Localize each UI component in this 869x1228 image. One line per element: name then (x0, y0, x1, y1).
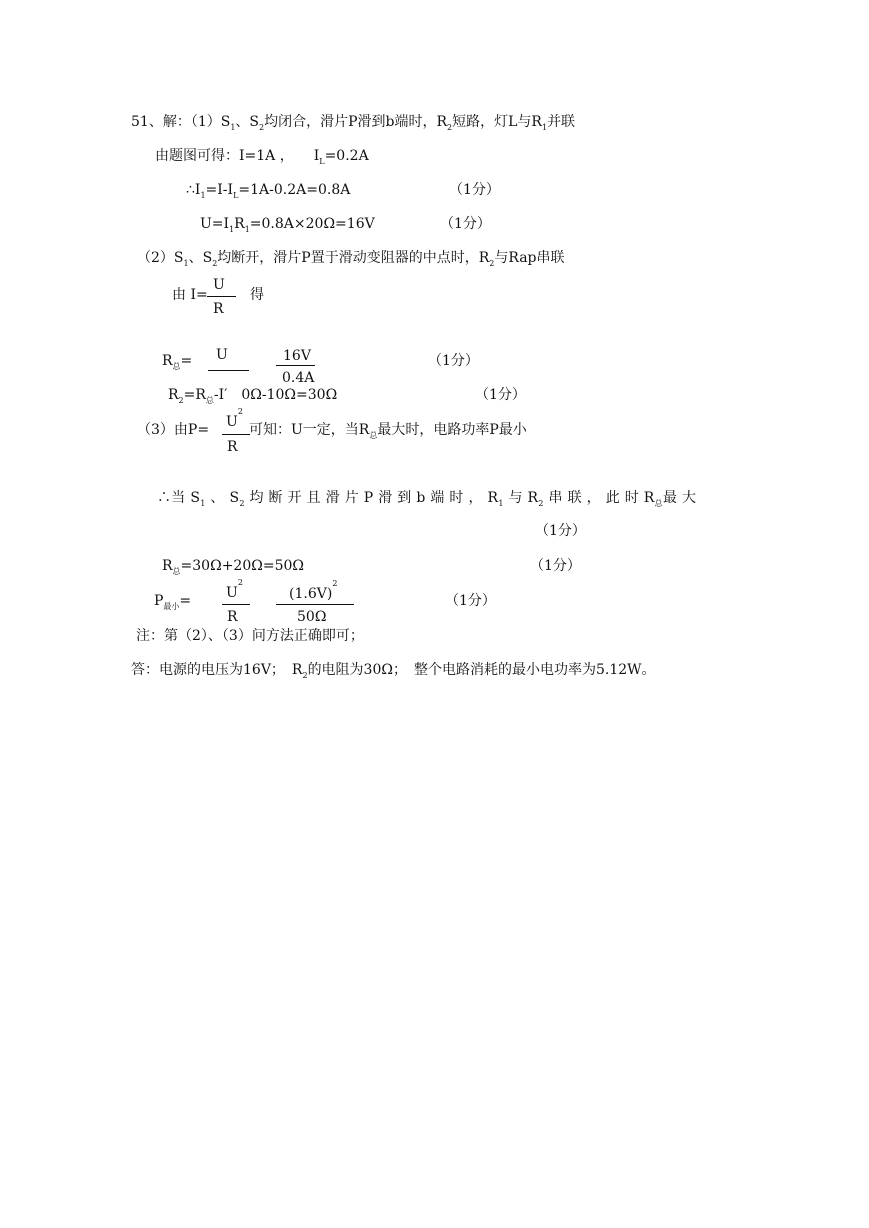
score-label: （1分） (449, 182, 500, 198)
score-label: （1分） (428, 353, 479, 369)
part3-prefix: （3）由P= (137, 422, 210, 438)
fraction-bar (222, 434, 250, 435)
score-label: （1分） (535, 523, 586, 539)
rtotal-max: $R_总=30\Omega+20\Omega=50\Omega$ (162, 558, 305, 576)
max-resistance-condition: ∴当 $S_1$ 、 $S_2$ 均 断 开 且 滑 片 P 滑 到 b 端 时 ， $R_1$ 与 $R_2$ 串 联 ， 此 时 $R_总$最 大 (157, 490, 697, 508)
ohm-law-suffix: 得 (250, 287, 264, 303)
ohm-law-numerator: U (213, 277, 225, 293)
pmin-label: $P_{最小}=$ (154, 593, 192, 611)
pmin-frac1-numerator: $U^2$ (226, 578, 243, 601)
part3-frac-numerator: $U^2$ (226, 407, 243, 430)
pmin-frac1-denominator: R (227, 609, 238, 625)
q51-header: 51、解：$(1)S_1$、$S_2$均闭合，滑片P滑到b端时，$R_2$短路，灯L与$R_1$并联 (131, 114, 576, 132)
fraction-bar (208, 370, 249, 371)
part3-condition: 可知：U一定，当$R_总$最大时，电路功率P最小 (249, 422, 527, 440)
ohm-law-denominator: R (213, 301, 224, 317)
pmin-frac2-denominator: 50Ω (297, 609, 327, 625)
score-label: （1分） (530, 558, 581, 574)
fraction-bar (207, 296, 236, 297)
i1-equation: $\therefore I_1=I-I_L=1A-0.2A=0.8A$ (186, 182, 351, 200)
score-label: （1分） (475, 387, 526, 403)
score-label: （1分） (445, 593, 496, 609)
pmin-frac2-numerator: $(1.6V)^2$ (289, 579, 338, 602)
fraction-bar (276, 604, 354, 605)
given-values: 由题图可得：I=1A ， $I_L=0.2A$ (155, 148, 369, 166)
part3-frac-denominator: R (227, 439, 238, 455)
final-answer: 答：电源的电压为16V； $R_2$的电阻为30Ω； 整个电路消耗的最小电功率为5.12W。 (131, 662, 656, 680)
score-label: （1分） (440, 216, 491, 232)
part2-heading: $(2)S_1$、$S_2$均断开，滑片P置于滑动变阻器的中点时，$R_2$与Rap串联 (137, 250, 565, 268)
r2-equation: $R_2=R_总-I'$ 0Ω-10Ω=30Ω (168, 387, 338, 405)
rtotal-frac1-numerator: U (216, 347, 228, 363)
ohm-law-prefix: 由 I= (172, 287, 208, 303)
rtotal-frac2-denominator: 0.4A (282, 370, 315, 386)
rtotal-label: $R_总=$ (162, 353, 193, 371)
note: 注：第（2）、（3）问方法正确即可； (136, 628, 364, 644)
fraction-bar (222, 604, 250, 605)
rtotal-frac2-numerator: 16V (283, 348, 311, 364)
fraction-bar (276, 365, 315, 366)
voltage-equation: $U=I_1R_1=0.8A\times 20\Omega=16V$ (200, 216, 375, 234)
